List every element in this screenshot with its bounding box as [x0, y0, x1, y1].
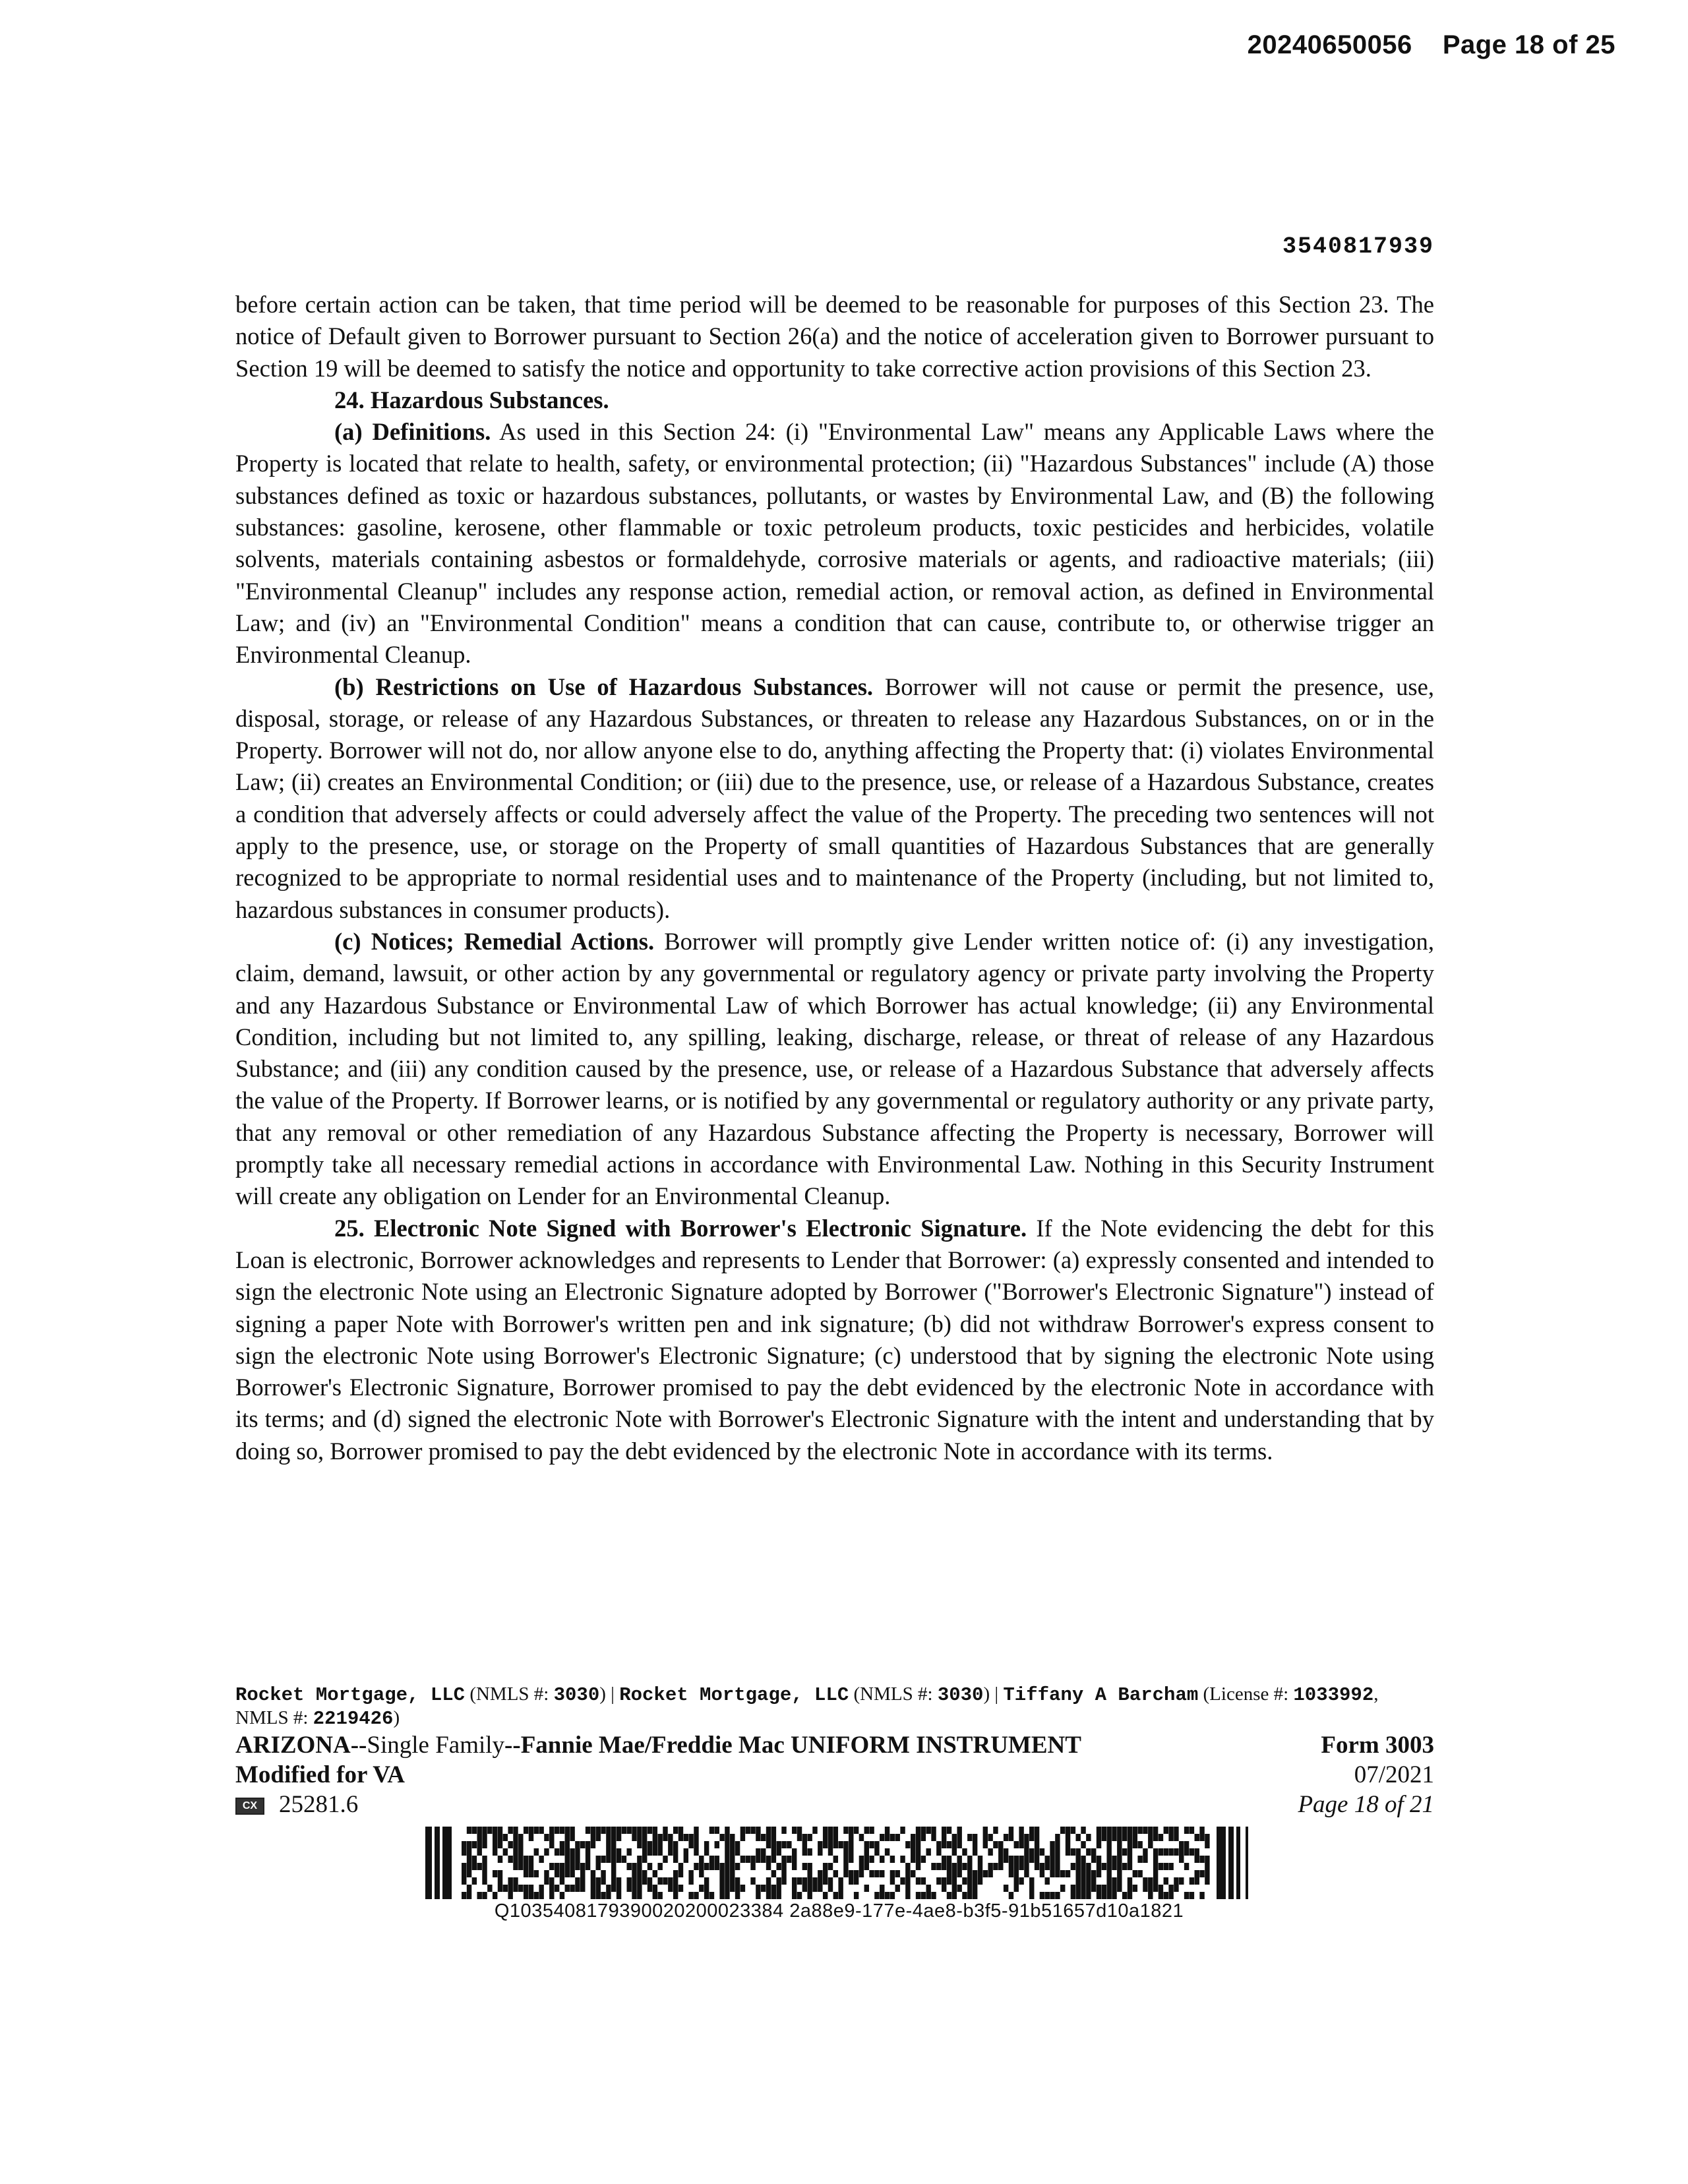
nmls-number-1: 3030: [553, 1684, 600, 1706]
recording-page-label: Page 18 of 25: [1442, 30, 1615, 59]
modified-label: Modified for VA: [235, 1761, 405, 1788]
section-23-continuation: before certain action can be taken, that time period will be deemed to be reasonable for purposes of this Section 23. The notice of Default given to Borrower pursuant to Section 26(a) and the notice of acceleration given to Borrower pursuant to Section 19 will be deemed to satisfy the notice and opportunity to take corrective action provisions of this Section 23.: [235, 291, 1434, 382]
section-24a-paragraph: [235, 416, 1434, 671]
cx-logo-icon: CX: [235, 1798, 264, 1815]
loan-originator-name: Tiffany A Barcham: [1003, 1684, 1199, 1706]
nmls-label-3: , NMLS #:: [235, 1684, 1379, 1728]
close-paren: ): [393, 1707, 400, 1728]
section-25-heading: 25. Electronic Note Signed with Borrower's Electronic Signature.: [334, 1214, 1027, 1242]
separator-2: ) |: [983, 1684, 1004, 1705]
nmls-number-2: 3030: [937, 1684, 984, 1706]
section-25-paragraph: [235, 1213, 1434, 1467]
section-24b-paragraph: [235, 671, 1434, 926]
section-24a-text: As used in this Section 24: (i) "Environmental Law" means any Applicable Laws where the Property is located that relate to health, safety, or environmental protection; (ii) "Hazardous Substances" include (A) those substances defined as toxic or hazardous substances, pollutants, or wastes by Environmental Law, and (B) the following substances: gasoline, kerosene, other flammable or toxic petroleum products, toxic pesticides and herbicides, volatile solvents, materials containing asbestos or formaldehyde, corrosive materials or agents, and radioactive materials; (iii) "Environmental Cleanup" includes any response action, remedial action, or removal action, as defined in Environmental Law; and (iv) an "Environmental Condition" means a condition that can cause, contribute to, or otherwise trigger an Environmental Cleanup.: [235, 418, 1434, 669]
recording-header: [1248, 30, 1615, 60]
document-body: [235, 289, 1434, 1467]
separator-1: ) |: [599, 1684, 620, 1705]
instrument-label: --Fannie Mae/Freddie Mac UNIFORM INSTRUMENT: [504, 1732, 1081, 1759]
section-24a-heading: (a) Definitions.: [334, 418, 491, 446]
section-24b-heading: (b) Restrictions on Use of Hazardous Substances.: [334, 673, 874, 700]
section-24c-paragraph: [235, 926, 1434, 1213]
section-24c-text: Borrower will promptly give Lender written notice of: (i) any investigation, claim, demand, lawsuit, or other action by any governmental or regulatory agency or private party involving the Property and any Hazardous Substance or Environmental Law of which Borrower has actual knowledge; (ii) any Environmental Condition, including but not limited to, any spilling, leaking, discharge, release, or threat of release of any Hazardous Substance; and (iii) any condition caused by the presence, use, or release of a Hazardous Substance that adversely affects the value of the Property. If Borrower learns, or is notified by any governmental or regulatory authority or any private party, that any removal or other remediation of any Hazardous Substance affecting the Property is necessary, Borrower will promptly take all necessary remedial actions in accordance with Environmental Law. Nothing in this Security Instrument will create any obligation on Lender for an Environmental Cleanup.: [235, 927, 1434, 1210]
license-number: 1033992: [1293, 1684, 1374, 1706]
barcode-caption: Q1035408179390020200023384 2a88e9-177e-4ae8-b3f5-91b51657d10a1821: [494, 1900, 1184, 1922]
nmls-number-3: 2219426: [313, 1708, 394, 1730]
section-24-title: 24. Hazardous Substances.: [334, 386, 609, 413]
section-24b-text: Borrower will not cause or permit the presence, use, disposal, storage, or release of any Hazardous Substances, or threaten to release any Hazardous Substances, on or in the Property. Borrower will not do, nor allow anyone else to do, anything affecting the Property that: (i) violates Environmental Law; (ii) creates an Environmental Condition; or (iii) due to the presence, use, or release of a Hazardous Substance, creates a condition that adversely affects or could adversely affect the value of the Property. The preceding two sentences will not apply to the presence, use, or storage on the Property of small quantities of Hazardous Substances that are generally recognized to be appropriate to normal residential uses and to maintenance of the Property (including, but not limited to, hazardous substances in consumer products).: [235, 673, 1434, 923]
nmls-label-1: (NMLS #:: [465, 1684, 554, 1705]
state-label: ARIZONA--: [235, 1732, 367, 1759]
originator-line: [235, 1683, 1434, 1730]
section-24c-heading: (c) Notices; Remedial Actions.: [334, 927, 655, 955]
doc-code-block: [235, 1790, 1298, 1819]
form-code-row: [235, 1790, 1434, 1819]
section-25-text: If the Note evidencing the debt for this Loan is electronic, Borrower acknowledges and represents to Lender that Borrower: (a) expressly consented and intended to sign the electronic Note using an Electronic Signature adopted by Borrower ("Borrower's Electronic Signature") instead of signing a paper Note with Borrower's written pen and ink signature; (b) did not withdraw Borrower's express consent to sign the electronic Note using Borrower's Electronic Signature; (c) understood that by signing the electronic Note using Borrower's Electronic Signature, Borrower promised to pay the debt evidenced by the electronic Note in accordance with its terms; and (d) signed the electronic Note with Borrower's Electronic Signature with the intent and understanding that by doing so, Borrower promised to pay the debt evidenced by the electronic Note in accordance with its terms.: [235, 1214, 1434, 1465]
lender-name-2: Rocket Mortgage, LLC: [619, 1684, 849, 1706]
form-title-row: [235, 1730, 1434, 1760]
page-footer: [235, 1683, 1434, 1819]
recording-number: 20240650056: [1247, 30, 1412, 59]
form-number: Form 3003: [1321, 1732, 1434, 1759]
license-label: (License #:: [1198, 1684, 1294, 1705]
section-24-heading: [235, 384, 1434, 416]
doc-code: 25281.6: [279, 1791, 359, 1818]
lender-name-1: Rocket Mortgage, LLC: [235, 1684, 466, 1706]
form-modified-row: [235, 1760, 1434, 1790]
loan-number: 3540817939: [1282, 233, 1434, 260]
barcode-modules: [462, 1827, 1210, 1899]
form-page-number: Page 18 of 21: [1298, 1791, 1434, 1818]
nmls-label-2: (NMLS #:: [849, 1684, 938, 1705]
form-date: 07/2021: [1354, 1761, 1434, 1788]
barcode-icon: [425, 1827, 1253, 1899]
family-label: Single Family: [367, 1732, 505, 1759]
form-title: [235, 1730, 1321, 1760]
